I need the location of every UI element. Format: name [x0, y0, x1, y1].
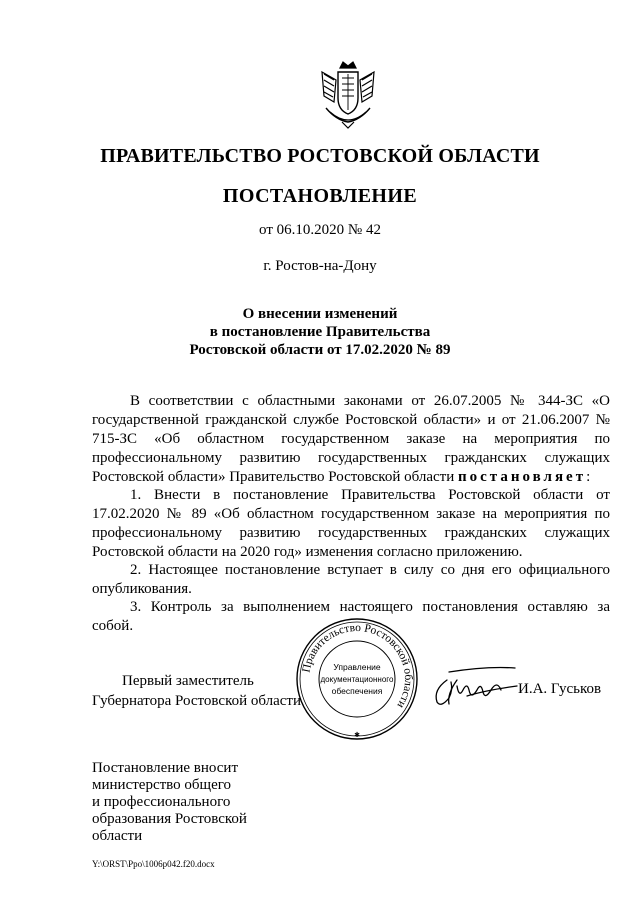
note-line: области	[92, 828, 143, 844]
note-line: и профессионального	[92, 794, 231, 810]
subject-line: в постановление Правительства	[209, 324, 431, 340]
note-line: образования Ростовской	[92, 811, 247, 827]
note-line: министерство общего	[92, 777, 232, 793]
document-place: г. Ростов-на-Дону	[263, 258, 377, 274]
item-1-paragraph: 1. Внести в постановление Правительства Ростовской области от 17.02.2020 № 89 «Об областном государственном заказе на мероприятия по профессиональному развитию государственных гражданских служащих Ростовской области на 2020 год» изменения согласно приложению.	[92, 487, 610, 560]
handwritten-signature	[427, 660, 522, 712]
subject-line: О внесении изменений	[242, 306, 398, 322]
seal-inner-line-2: документационного	[320, 675, 394, 684]
document-type: ПОСТАНОВЛЕНИЕ	[222, 185, 418, 207]
preamble-paragraph	[92, 392, 610, 487]
government-title: ПРАВИТЕЛЬСТВО РОСТОВСКОЙ ОБЛАСТИ	[100, 145, 540, 167]
position-line-2: Губернатора Ростовской области	[92, 693, 302, 709]
seal-ring-text: Правительство Ростовской области	[300, 621, 415, 711]
seal-star-icon: ✱	[354, 731, 360, 739]
coat-of-arms-icon	[312, 58, 384, 130]
resolves-word: постановляет	[458, 469, 587, 485]
signatory-position	[92, 671, 301, 711]
item-2-paragraph: 2. Настоящее постановление вступает в силу со дня его официального опубликования.	[92, 562, 610, 597]
subject-line: Ростовской области от 17.02.2020 № 89	[189, 342, 451, 358]
signatory-name: И.А. Гуськов	[518, 681, 602, 697]
official-seal	[294, 616, 420, 742]
seal-inner-line-1: Управление	[333, 662, 381, 672]
item-3-paragraph: 3. Контроль за выполнением настоящего постановления оставляю за собой.	[92, 599, 610, 634]
position-line-1: Первый заместитель	[122, 673, 254, 689]
submitting-ministry-note	[92, 760, 247, 845]
seal-inner-line-3: обеспечения	[331, 686, 383, 696]
file-path-footer: Y:\ORST\Ppo\1006p042.f20.docx	[92, 859, 215, 869]
document-subject	[0, 305, 640, 359]
note-line: Постановление вносит	[92, 760, 239, 776]
preamble-text: В соответствии с областными законами от 26.07.2005 № 344-ЗС «О государственной гражданской службе Ростовской области» и от 21.06.2007 № 715-ЗС «Об областном государственном заказе на мероприятия по профессиональному развитию государственных гражданских служащих Ростовской области» Правительство Ростовской области	[92, 393, 610, 485]
resolves-suffix: :	[586, 469, 591, 485]
document-date-number: от 06.10.2020 № 42	[259, 222, 381, 238]
